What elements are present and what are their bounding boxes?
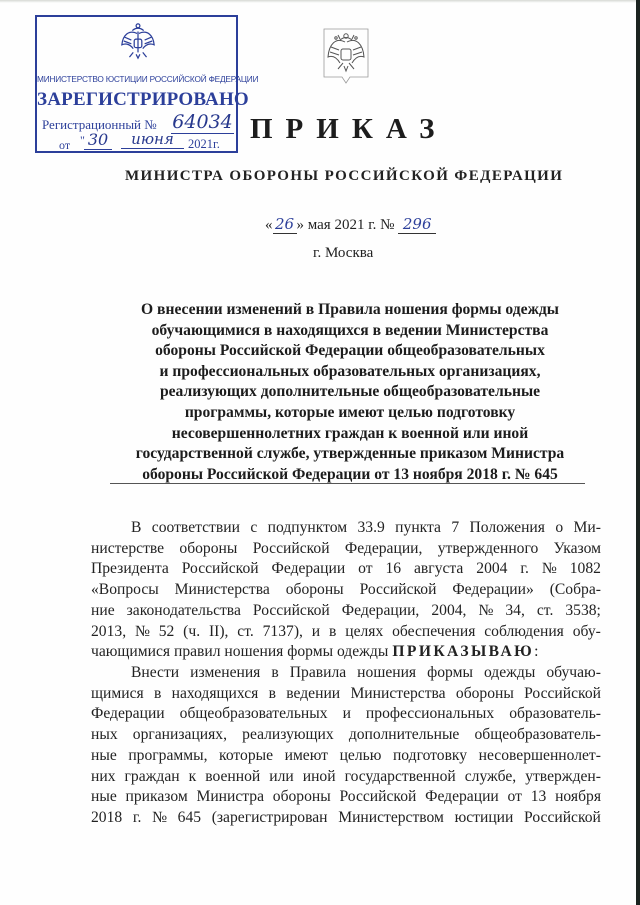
body-line: Президента Российской Федерации от 16 августа 2004 г. № 1082 xyxy=(91,560,601,578)
body-line: ные программы, которые имеют целью подготовку несовершеннолет- xyxy=(91,746,601,764)
body-line: «Вопросы Министерства обороны Российской Федерации» (Собра- xyxy=(91,581,601,599)
stamp-date-prefix: от xyxy=(59,138,71,152)
stamp-reg-number: 64034 xyxy=(172,111,233,133)
heading-underline xyxy=(110,483,585,484)
order-number: 296 xyxy=(398,215,436,234)
body-line: ные приказом Министра обороны Российской Федерации от 13 ноября xyxy=(91,788,601,806)
document-title: ПРИКАЗ xyxy=(250,113,448,145)
stamp-reg-number-label: Регистрационный № xyxy=(42,117,157,132)
body-line: Внести изменения в Правила ношения формы одежды обучаю- xyxy=(131,664,601,681)
order-heading xyxy=(108,300,592,485)
issuing-authority: МИНИСТРА ОБОРОНЫ РОССИЙСКОЙ ФЕДЕРАЦИИ xyxy=(125,168,564,184)
registration-stamp xyxy=(35,15,259,153)
body-line: Федерации общеобразовательных и профессиональных образователь- xyxy=(91,705,601,723)
stamp-registered-label: ЗАРЕГИСТРИРОВАНО xyxy=(37,89,249,110)
city: г. Москва xyxy=(313,245,374,261)
coat-of-arms-icon xyxy=(322,27,370,85)
body-line: нистерстве обороны Российской Федерации, утвержденного Указом xyxy=(91,539,601,557)
date-open-quote: « xyxy=(265,217,273,233)
heading-line: обороны Российской Федерации общеобразовательных xyxy=(155,342,545,360)
heading-line: государственной службе, утвержденные приказом Министра xyxy=(135,445,565,463)
heading-line: программы, которые имеют целью подготовку xyxy=(184,403,516,421)
body-line: 2018 г. № 645 (зарегистрирован Министерством юстиции Российской xyxy=(91,808,601,826)
scan-top-edge xyxy=(0,0,640,3)
stamp-eagle-emblem-icon xyxy=(119,22,157,60)
stamp-date-day: 30 xyxy=(84,130,112,150)
heading-line: О внесении изменений в Правила ношения формы одежды xyxy=(141,301,559,318)
paragraph-order xyxy=(91,663,601,829)
order-day: 26 xyxy=(273,215,297,234)
body-line-final xyxy=(91,642,601,663)
body-line: 2013, № 52 (ч. II), ст. 7137), и в целях обеспечения соблюдения обу- xyxy=(91,622,601,640)
paragraph-preamble xyxy=(91,518,601,663)
heading-line: обороны Российской Федерации от 13 ноября 2018 г. № 645 xyxy=(142,465,558,483)
stamp-date-quote: " xyxy=(80,133,85,147)
heading-line: обучающимися в находящихся в ведении Министерства xyxy=(151,321,549,339)
body-line: ние законодательства Российской Федерации, 2004, № 34, ст. 3538; xyxy=(91,601,601,619)
date-rest: » мая 2021 г. № xyxy=(296,217,395,233)
body-line-text: чающимися правил ношения формы одежды xyxy=(91,643,389,661)
heading-line: и профессиональных образовательных организациях, xyxy=(159,362,541,380)
heading-line: реализующих дополнительные общеобразовательные xyxy=(159,383,541,401)
stamp-date-year: 2021г. xyxy=(188,137,220,151)
scan-right-edge xyxy=(636,0,640,905)
body-line: них граждан к военной или иной государственной службе, утвержден- xyxy=(91,767,601,785)
stamp-ministry-label: МИНИСТЕРСТВО ЮСТИЦИИ РОССИЙСКОЙ ФЕДЕРАЦИИ xyxy=(37,74,259,84)
body-line: В соответствии с подпунктом 33.9 пункта 7 Положения о Ми- xyxy=(131,519,601,536)
body-line: щимися в находящихся в ведении Министерства обороны Российской xyxy=(91,684,601,702)
order-colon: : xyxy=(534,643,539,661)
order-word: ПРИКАЗЫВАЮ xyxy=(392,643,535,661)
body-line: ных организациях, реализующих дополнительные общеобразователь- xyxy=(91,726,601,744)
order-date-number xyxy=(265,215,436,234)
heading-line: несовершеннолетних граждан к военной или иной xyxy=(171,424,529,442)
stamp-date-month: июня xyxy=(121,130,184,149)
